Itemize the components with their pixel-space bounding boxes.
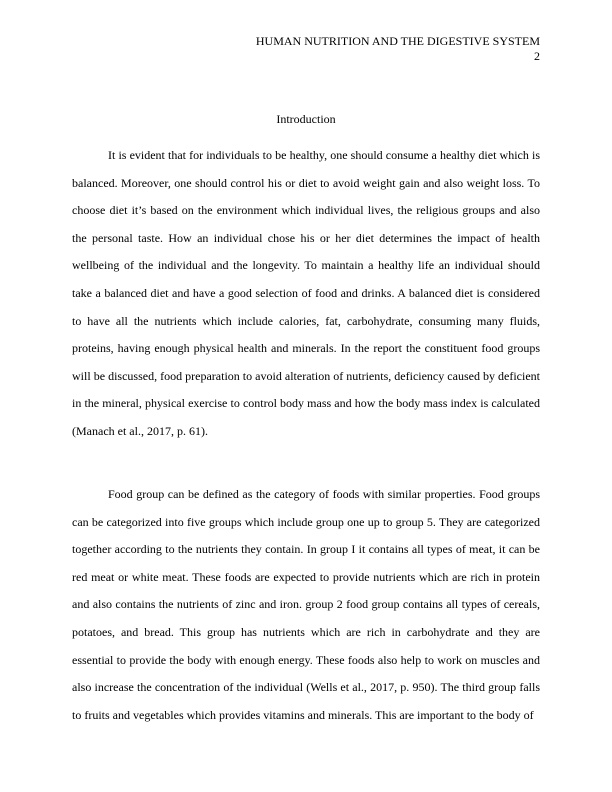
running-title: HUMAN NUTRITION AND THE DIGESTIVE SYSTEM — [255, 34, 540, 48]
body-paragraph — [72, 481, 540, 729]
page-number: 2 — [534, 49, 540, 63]
section-heading: Introduction — [276, 112, 336, 126]
paragraph-text: It is evident that for individuals to be healthy, one should consume a healthy diet which is balanced. Moreover, one should control his or diet to avoid weight gain and also weight loss. To choose diet it’s based on the environment which individual lives, the religious groups and also the personal taste. How an individual chose his or her diet determines the impact of health wellbeing of the individual and the longevity. To maintain a healthy life an individual should take a balanced diet and have a good selection of food and drinks. A balanced diet is considered to have all the nutrients which include calories, fat, carbohydrate, consuming many fluids, proteins, having enough physical health and minerals. In the report the constituent food groups will be discussed, food preparation to avoid alteration of nutrients, deficiency caused by deficient in the mineral, physical exercise to control body mass and how the body mass index is calculated (Manach et al., 2017, p. 61). — [72, 148, 540, 438]
paragraph-text: Food group can be defined as the category of foods with similar properties. Food groups can be categorized into five groups which include group one up to group 5. They are categorized together according to the nutrients they contain. In group I it contains all types of meat, it can be red meat or white meat. These foods are expected to provide nutrients which are rich in protein and also contains the nutrients of zinc and iron. group 2 food group contains all types of cereals, potatoes, and bread. This group has nutrients which are rich in carbohydrate and they are essential to provide the body with enough energy. These foods also help to work on muscles and also increase the concentration of the individual (Wells et al., 2017, p. 950). The third group falls to fruits and vegetables which provides vitamins and minerals. This are important to the body of — [72, 487, 540, 722]
running-head — [256, 34, 540, 64]
body-paragraph — [72, 142, 540, 446]
